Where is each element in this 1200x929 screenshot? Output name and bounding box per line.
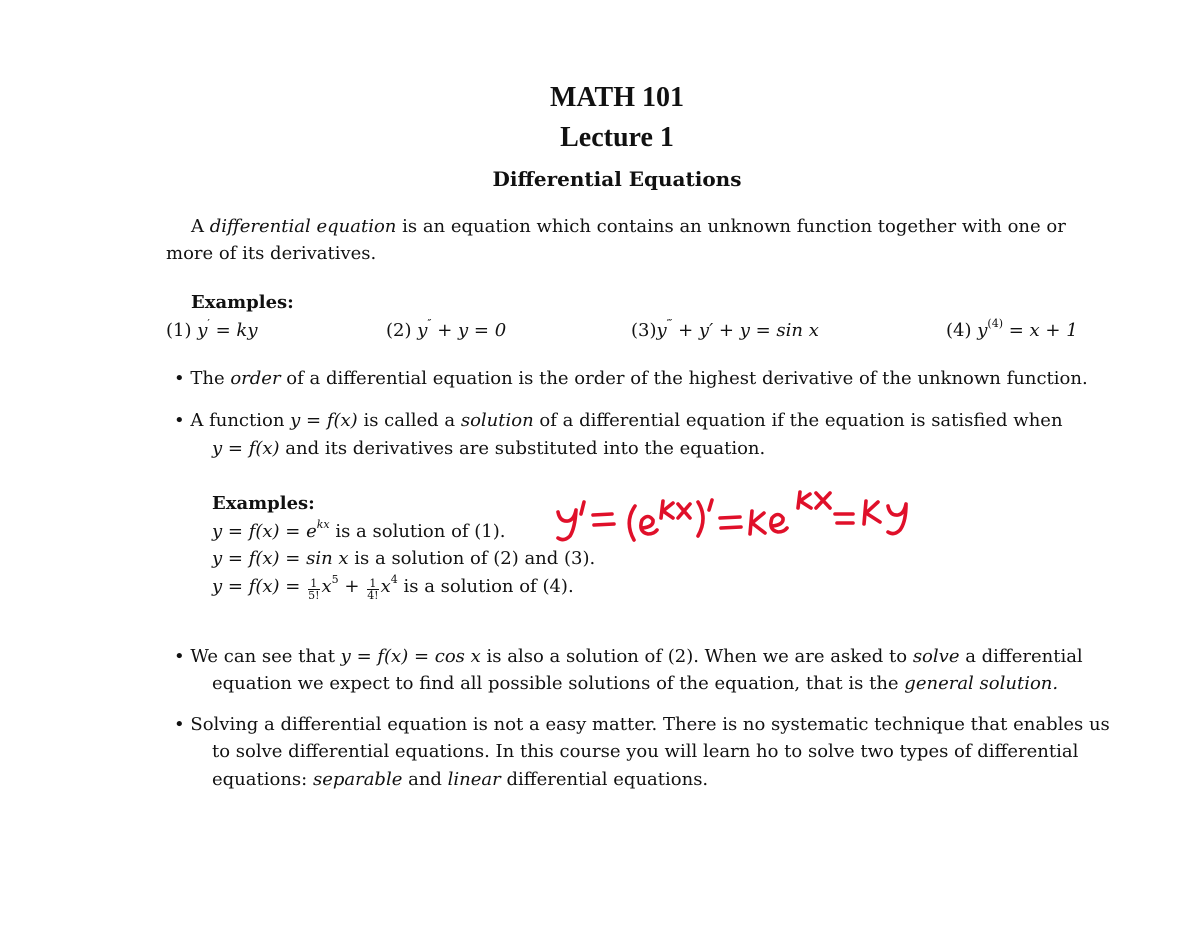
- bullet-glyph: •: [174, 410, 185, 431]
- term-solution: solution: [460, 410, 534, 431]
- handwritten-annotation: [548, 488, 948, 550]
- intro-line-2: more of its derivatives.: [166, 243, 377, 264]
- bullet-solving-line-2: to solve differential equations. In this course you will learn ho to solve two types of differential: [212, 741, 1079, 762]
- term-linear: linear: [447, 769, 501, 790]
- solution-example-2: y = f(x) = sin x is a solution of (2) and (3).: [212, 548, 596, 569]
- bullet-solution-line-2: y = f(x) and its derivatives are substituted into the equation.: [212, 438, 766, 459]
- example-eq-2: (2) y″ + y = 0: [386, 317, 507, 341]
- term-solve: solve: [912, 646, 960, 667]
- fraction-1-over-5-factorial: $\frac{1}{5!}$: [308, 577, 320, 602]
- bullet-solution-line-1: • A function y = f(x) is called a solution of a differential equation if the equation is satisfied when: [174, 410, 1063, 431]
- term-general-solution: general solution.: [904, 673, 1059, 694]
- bullet-glyph: •: [174, 646, 185, 667]
- example-eq-3: (3)y‴ + y′ + y = sin x: [631, 317, 819, 341]
- examples-heading-2: Examples:: [212, 493, 315, 514]
- term-differential-equation: differential equation: [209, 216, 397, 237]
- example-eq-4: (4) $y^{(4)} = x + 1$: [946, 317, 1078, 341]
- handwriting-strokes: [558, 492, 906, 540]
- fraction-1-over-4-factorial: $\frac{1}{4!}$: [367, 577, 379, 602]
- intro-line-1: A differential equation is an equation which contains an unknown function together with one or: [191, 216, 1066, 237]
- bullet-glyph: •: [174, 714, 185, 735]
- course-title: MATH 101: [549, 82, 685, 113]
- bullet-general-solution-line-2: equation we expect to find all possible solutions of the equation, that is the general solution.: [212, 673, 1059, 694]
- solution-example-1: $y = f(x) = e^{kx}$ is a solution of (1).: [212, 518, 506, 542]
- term-separable: separable: [312, 769, 403, 790]
- lecture-title: Lecture 1: [560, 122, 674, 153]
- bullet-solving-line-1: • Solving a differential equation is not a easy matter. There is no systematic technique that enables us: [174, 714, 1110, 735]
- bullet-order: • The order of a differential equation is the order of the highest derivative of the unknown function.: [174, 368, 1088, 389]
- bullet-solving-line-3: equations: separable and linear differential equations.: [212, 769, 709, 790]
- solution-example-3: y = f(x) = $\frac{1}{5!}$ $x^5$ + $\frac{1}{4!}$ $x^4$ is a solution of (4).: [212, 573, 574, 602]
- examples-heading-1: Examples:: [191, 292, 294, 313]
- example-eq-1: (1) y′ = ky: [166, 317, 258, 341]
- bullet-glyph: •: [174, 368, 185, 389]
- bullet-general-solution-line-1: • We can see that y = f(x) = cos x is also a solution of (2). When we are asked to solve a differential: [174, 646, 1083, 667]
- topic-heading: Differential Equations: [492, 167, 742, 191]
- term-order: order: [230, 368, 281, 389]
